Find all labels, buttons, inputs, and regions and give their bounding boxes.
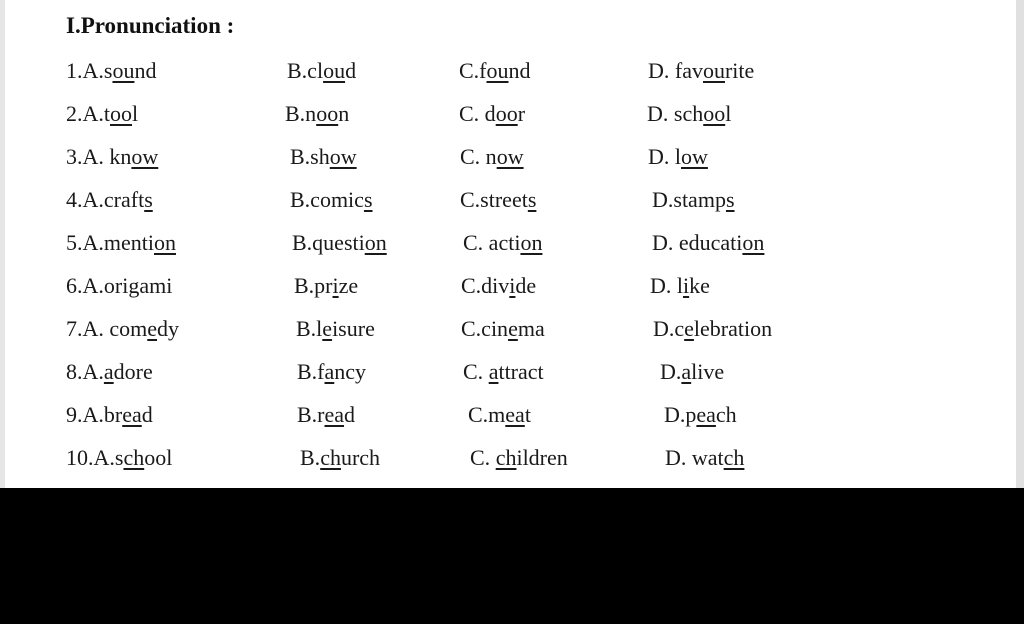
underlined-sound: ch bbox=[495, 445, 517, 470]
option-c bbox=[468, 400, 531, 430]
option-text: D.stamp bbox=[652, 187, 726, 212]
option-text-rest: dy bbox=[157, 316, 180, 341]
question-1 bbox=[0, 56, 1000, 86]
option-c bbox=[470, 443, 568, 473]
option-c bbox=[460, 142, 524, 172]
question-number: 4. bbox=[66, 187, 83, 212]
option-text: D. bbox=[660, 359, 682, 384]
option-text-rest: r bbox=[517, 101, 526, 126]
underlined-sound: on bbox=[364, 230, 387, 255]
option-a bbox=[66, 56, 156, 86]
section-title: I.Pronunciation : bbox=[66, 13, 235, 38]
underlined-sound: e bbox=[684, 316, 694, 341]
question-number: 7. bbox=[66, 316, 83, 341]
underlined-sound: ea bbox=[324, 402, 345, 427]
option-b bbox=[297, 400, 355, 430]
option-text-rest: l bbox=[725, 101, 732, 126]
option-text: B.sh bbox=[290, 144, 330, 169]
underlined-sound: ou bbox=[323, 58, 346, 83]
option-d bbox=[648, 56, 754, 86]
option-text-rest: ncy bbox=[334, 359, 367, 384]
underlined-sound: oo bbox=[316, 101, 339, 126]
option-text-rest: live bbox=[691, 359, 725, 384]
question-10 bbox=[0, 443, 1000, 473]
option-text: D. educati bbox=[652, 230, 743, 255]
option-a bbox=[66, 314, 179, 344]
option-text: B.n bbox=[285, 101, 317, 126]
option-a bbox=[66, 99, 138, 129]
underlined-sound: on bbox=[742, 230, 765, 255]
underlined-sound: ou bbox=[486, 58, 509, 83]
option-a bbox=[66, 185, 153, 215]
underlined-sound: e bbox=[322, 316, 333, 341]
option-text: A.craft bbox=[82, 187, 145, 212]
option-text: D. sch bbox=[647, 101, 704, 126]
option-a bbox=[66, 228, 176, 258]
option-text: B. bbox=[300, 445, 321, 470]
option-text: B.r bbox=[297, 402, 325, 427]
question-9 bbox=[0, 400, 1000, 430]
option-text-rest: nd bbox=[134, 58, 157, 83]
option-text-rest: t bbox=[524, 402, 531, 427]
underlined-sound: on bbox=[520, 230, 543, 255]
option-text: C.m bbox=[468, 402, 506, 427]
option-text-rest: ildren bbox=[516, 445, 568, 470]
underlined-sound: ch bbox=[723, 445, 745, 470]
option-b bbox=[297, 357, 366, 387]
option-d bbox=[660, 357, 724, 387]
underlined-sound: ou bbox=[702, 58, 725, 83]
option-text-rest: d bbox=[345, 58, 357, 83]
option-text-rest: lebration bbox=[693, 316, 773, 341]
option-d bbox=[653, 314, 772, 344]
option-b bbox=[287, 56, 356, 86]
underlined-sound: ow bbox=[496, 144, 524, 169]
underlined-sound: ow bbox=[681, 144, 708, 169]
question-number: 8. bbox=[66, 359, 83, 384]
option-c bbox=[463, 228, 542, 258]
option-a bbox=[66, 142, 158, 172]
option-text-rest: n bbox=[338, 101, 350, 126]
underlined-sound: on bbox=[154, 230, 176, 255]
option-text: A. com bbox=[82, 316, 148, 341]
underlined-sound: oo bbox=[495, 101, 518, 126]
underlined-sound: e bbox=[508, 316, 518, 341]
underlined-sound: oo bbox=[110, 101, 132, 126]
option-text: B.f bbox=[297, 359, 325, 384]
option-text: D. wat bbox=[665, 445, 724, 470]
option-b bbox=[290, 185, 373, 215]
underlined-sound: ea bbox=[505, 402, 525, 427]
question-4 bbox=[0, 185, 1000, 215]
option-text: A. bbox=[82, 359, 104, 384]
underlined-sound: ch bbox=[320, 445, 341, 470]
question-number: 2. bbox=[66, 101, 83, 126]
underlined-sound: ea bbox=[696, 402, 716, 427]
question-6 bbox=[0, 271, 1000, 301]
option-text-rest: ke bbox=[689, 273, 710, 298]
underlined-sound: a bbox=[488, 359, 499, 384]
option-text: A.t bbox=[82, 101, 110, 126]
option-d bbox=[650, 271, 710, 301]
question-7 bbox=[0, 314, 1000, 344]
option-b bbox=[285, 99, 349, 129]
option-d bbox=[652, 185, 735, 215]
underlined-sound: i bbox=[332, 273, 339, 298]
option-text-rest: dore bbox=[113, 359, 153, 384]
option-text: C.street bbox=[460, 187, 528, 212]
option-text: B.pr bbox=[294, 273, 333, 298]
underlined-sound: a bbox=[324, 359, 335, 384]
option-c bbox=[463, 357, 544, 387]
option-text-rest: de bbox=[515, 273, 537, 298]
option-d bbox=[652, 228, 764, 258]
option-text: C. d bbox=[459, 101, 496, 126]
underlined-sound: a bbox=[681, 359, 692, 384]
option-c bbox=[460, 185, 536, 215]
option-b bbox=[296, 314, 375, 344]
underlined-sound: e bbox=[147, 316, 158, 341]
option-b bbox=[290, 142, 357, 172]
option-text: B.comic bbox=[290, 187, 364, 212]
underlined-sound: s bbox=[725, 187, 735, 212]
underlined-sound: s bbox=[144, 187, 153, 212]
option-text: D. fav bbox=[648, 58, 703, 83]
option-text-rest: d bbox=[344, 402, 356, 427]
underlined-sound: s bbox=[527, 187, 537, 212]
option-text-rest: isure bbox=[332, 316, 375, 341]
underlined-sound: ow bbox=[329, 144, 357, 169]
underlined-sound: ch bbox=[123, 445, 145, 470]
option-text: B.cl bbox=[287, 58, 324, 83]
option-text: A.origami bbox=[82, 273, 173, 298]
option-text: B.l bbox=[296, 316, 323, 341]
question-number: 3. bbox=[66, 144, 83, 169]
option-text-rest: d bbox=[141, 402, 153, 427]
option-d bbox=[665, 443, 744, 473]
option-text-rest: ma bbox=[517, 316, 545, 341]
question-number: 5. bbox=[66, 230, 83, 255]
option-c bbox=[459, 56, 531, 86]
option-text: C. bbox=[463, 359, 489, 384]
question-number: 10. bbox=[66, 445, 94, 470]
option-text-rest: nd bbox=[508, 58, 531, 83]
option-d bbox=[648, 142, 708, 172]
option-c bbox=[459, 99, 525, 129]
option-text-rest: ze bbox=[338, 273, 359, 298]
option-text: D. l bbox=[648, 144, 681, 169]
underlined-sound: ea bbox=[122, 402, 142, 427]
option-b bbox=[294, 271, 358, 301]
question-2 bbox=[0, 99, 1000, 129]
option-text: C. n bbox=[460, 144, 497, 169]
option-text: C.cin bbox=[461, 316, 509, 341]
question-5 bbox=[0, 228, 1000, 258]
question-3 bbox=[0, 142, 1000, 172]
question-number: 1. bbox=[66, 58, 83, 83]
option-text: D. l bbox=[650, 273, 683, 298]
option-a bbox=[66, 357, 153, 387]
option-c bbox=[461, 314, 545, 344]
option-d bbox=[647, 99, 731, 129]
option-text: A. kn bbox=[82, 144, 132, 169]
option-text-rest: urch bbox=[340, 445, 381, 470]
option-text: C.f bbox=[459, 58, 487, 83]
option-a bbox=[66, 443, 172, 473]
option-b bbox=[292, 228, 387, 258]
option-text-rest: ch bbox=[715, 402, 737, 427]
underlined-sound: i bbox=[683, 273, 690, 298]
option-b bbox=[300, 443, 380, 473]
option-text: B.questi bbox=[292, 230, 365, 255]
option-text-rest: ool bbox=[144, 445, 173, 470]
underlined-sound: s bbox=[363, 187, 373, 212]
underlined-sound: oo bbox=[703, 101, 726, 126]
option-text: C. bbox=[470, 445, 496, 470]
underlined-sound: ou bbox=[112, 58, 135, 83]
underlined-sound: a bbox=[103, 359, 114, 384]
underlined-sound: i bbox=[509, 273, 516, 298]
option-text: A.s bbox=[93, 445, 124, 470]
option-text: A.s bbox=[82, 58, 113, 83]
option-text: D.c bbox=[653, 316, 685, 341]
option-text: C.div bbox=[461, 273, 510, 298]
option-text-rest: ttract bbox=[498, 359, 544, 384]
option-text-rest: l bbox=[132, 101, 139, 126]
option-a bbox=[66, 271, 172, 301]
option-text-rest: rite bbox=[724, 58, 755, 83]
question-number: 6. bbox=[66, 273, 83, 298]
underlined-sound: ow bbox=[131, 144, 159, 169]
question-8 bbox=[0, 357, 1000, 387]
option-text: A.br bbox=[82, 402, 123, 427]
option-text: A.menti bbox=[82, 230, 154, 255]
option-text: D.p bbox=[664, 402, 697, 427]
option-text: C. acti bbox=[463, 230, 521, 255]
question-number: 9. bbox=[66, 402, 83, 427]
option-c bbox=[461, 271, 536, 301]
page-edge-right bbox=[1016, 0, 1024, 488]
option-d bbox=[664, 400, 737, 430]
option-a bbox=[66, 400, 153, 430]
